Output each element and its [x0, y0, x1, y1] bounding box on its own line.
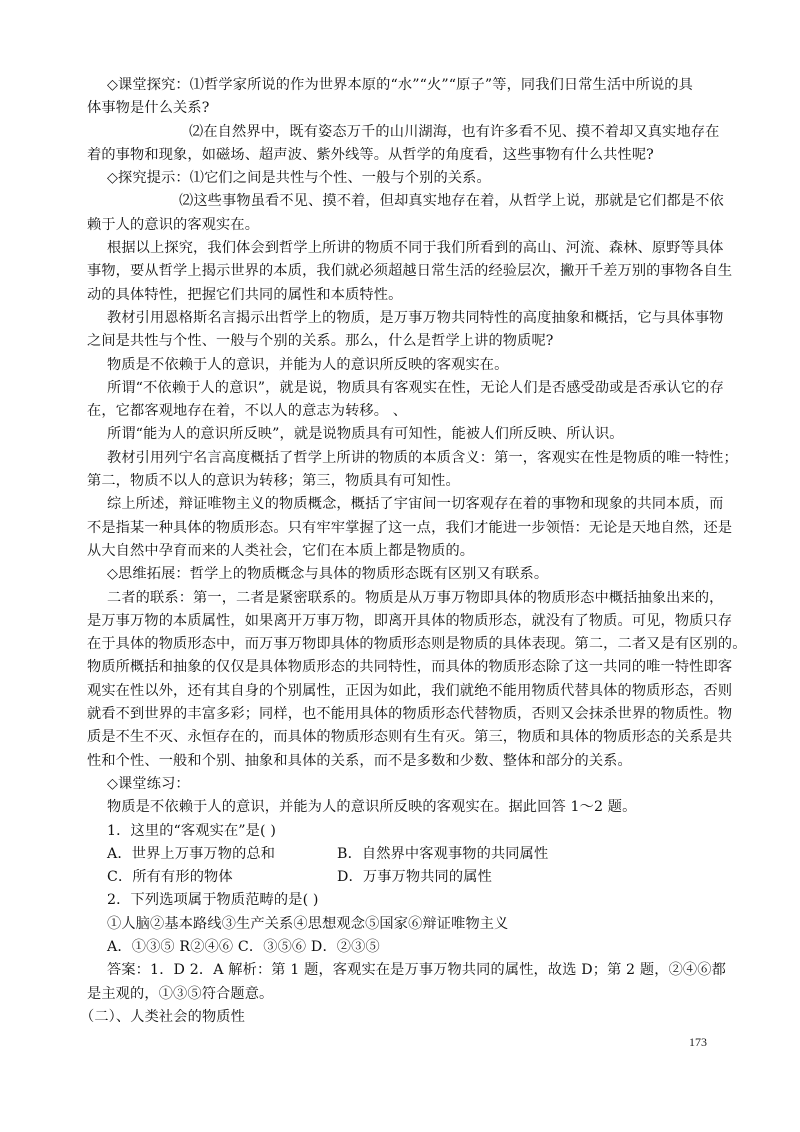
page-number: 173 [689, 1035, 707, 1049]
text-line: 质是不生不灭、永恒存在的，而具体的物质形态则有生有灭。第三，物质和具体的物质形态的关系是共 [87, 729, 733, 746]
options-row [87, 843, 715, 866]
text-line: 体事物是什么关系? [87, 100, 210, 117]
text-line: ⑵这些事物虽看不见、摸不着，但却真实地存在着，从哲学上说，那就是它们都是不依 [179, 193, 724, 210]
text-line: 所谓“能为人的意识所反映”，就是说物质具有可知性，能被人们所反映、所认识。 [107, 426, 624, 443]
text-line: 教材引用恩格斯名言揭示出哲学上的物质，是万事万物共同特性的高度抽象和概括，它与具体事物 [107, 309, 724, 326]
text-line: ◇课堂练习： [107, 775, 190, 792]
text-line: ①人脑②基本路线③生产关系④思想观念⑤国家⑥辩证唯物主义 [107, 915, 509, 932]
text-line: ◇课堂探究：⑴哲学家所说的作为世界本原的“水”“火”“原子”等，同我们日常生活中所说的具 [107, 77, 693, 93]
text-line: ◇探究提示：⑴它们之间是共性与个性、一般与个别的关系。 [107, 170, 491, 187]
text-line: ⑵在自然界中，既有姿态万千的山川湖海，也有许多看不见、摸不着却又真实地存在 [189, 123, 720, 140]
text-line: 根据以上探究，我们体会到哲学上所讲的物质不同于我们所看到的高山、河流、森林、原野等具体 [107, 240, 724, 257]
text-line: 物质是不依赖于人的意识，并能为人的意识所反映的客观实在。据此回答 1～2 题。 [107, 799, 637, 816]
option-b: B．自然界中客观事物的共同属性 [337, 845, 549, 862]
text-line: 教材引用列宁名言高度概括了哲学上所讲的物质的本质含义：第一，客观实在性是物质的唯一特性； [107, 449, 738, 466]
text-line: 是主观的，①③⑤符合题意。 [87, 985, 274, 1002]
option-d: D．万事万物共同的属性 [337, 869, 492, 886]
section-heading: （二）、人类社会的物质性 [80, 1008, 245, 1025]
text-line: 赖于人的意识的客观实在。 [87, 216, 260, 233]
text-line: 在于具体的物质形态中，而万事万物即具体的物质形态则是物质的具体表现。第二，二者又是有区别的。 [87, 636, 747, 653]
text-line: 观实在性以外，还有其自身的个别属性，正因为如此，我们就绝不能用物质代替具体的物质形态，否则 [87, 682, 733, 699]
text-line: 在，它都客观地存在着，不以人的意志为转移。 、 [87, 403, 408, 420]
text-line: 从大自然中孕育而来的人类社会，它们在本质上都是物质的。 [87, 542, 475, 559]
question-2: 2．下列选项属于物质范畴的是( ) [107, 892, 319, 909]
options-row: A．①③⑤ R②④⑥ C．③⑤⑥ D．②③⑤ [107, 938, 380, 955]
option-a: A．世界上万事万物的总和 [107, 845, 276, 862]
text-line: 二者的联系：第一，二者是紧密联系的。物质是从万事万物即具体的物质形态中概括抽象出来的， [107, 589, 724, 606]
text-line: ◇思维拓展：哲学上的物质概念与具体的物质形态既有区别又有联系。 [107, 566, 549, 583]
text-line: 性和个性、一般和个别、抽象和具体的关系，而不是多数和少数、整体和部分的关系。 [87, 752, 632, 769]
text-line: 第二，物质不以人的意识为转移；第三，物质具有可知性。 [87, 473, 460, 490]
text-line: 所谓“不依赖于人的意识”，就是说，物质具有客观实在性，无论人们是否感受劭或是否承认它的存 [107, 379, 724, 396]
text-line: 着的事物和现象，如磁场、超声波、紫外线等。从哲学的角度看，这些事物有什么共性呢? [87, 146, 654, 163]
text-line: 物质所概括和抽象的仅仅是具体物质形态的共同特性，而具体的物质形态除了这一共同的唯一特性即客 [87, 659, 733, 676]
text-line: 不是指某一种具体的物质形态。只有牢牢掌握了这一点，我们才能进一步领悟：无论是天地自然，还是 [87, 519, 733, 536]
text-line: 之间是共性与个性、一般与个别的关系。那么，什么是哲学上讲的物质呢? [87, 333, 554, 350]
question-1: 1．这里的“客观实在”是( ) [107, 822, 277, 839]
document-page [80, 74, 747, 1029]
answer-line: 答案：1．D 2．A 解析：第 1 题，客观实在是万事万物共同的属性，故选 D；第 2 题，②④⑥都 [107, 962, 726, 979]
text-line: 事物，要从哲学上揭示世界的本质，我们就必须超越日常生活的经验层次，撇开千差万别的事物各自生 [87, 263, 733, 280]
text-line: 是万事万物的本质属性，如果离开万事万物，即离开具体的物质形态，就没有了物质。可见，物质只存 [87, 612, 733, 629]
text-line: 动的具体特性，把握它们共同的属性和本质特性。 [87, 286, 403, 303]
option-c: C．所有有形的物体 [107, 869, 233, 886]
text-line: 就看不到世界的丰富多彩；同样，也不能用具体的物质形态代替物质，否则又会抹杀世界的物质性。物 [87, 706, 733, 723]
text-line: 综上所述，辩证唯物主义的物质概念，概括了宇宙间一切客观存在着的事物和现象的共同本质，而 [107, 496, 724, 513]
options-row [87, 866, 715, 889]
text-line: 物质是不依赖于人的意识，并能为人的意识所反映的客观实在。 [107, 356, 509, 373]
